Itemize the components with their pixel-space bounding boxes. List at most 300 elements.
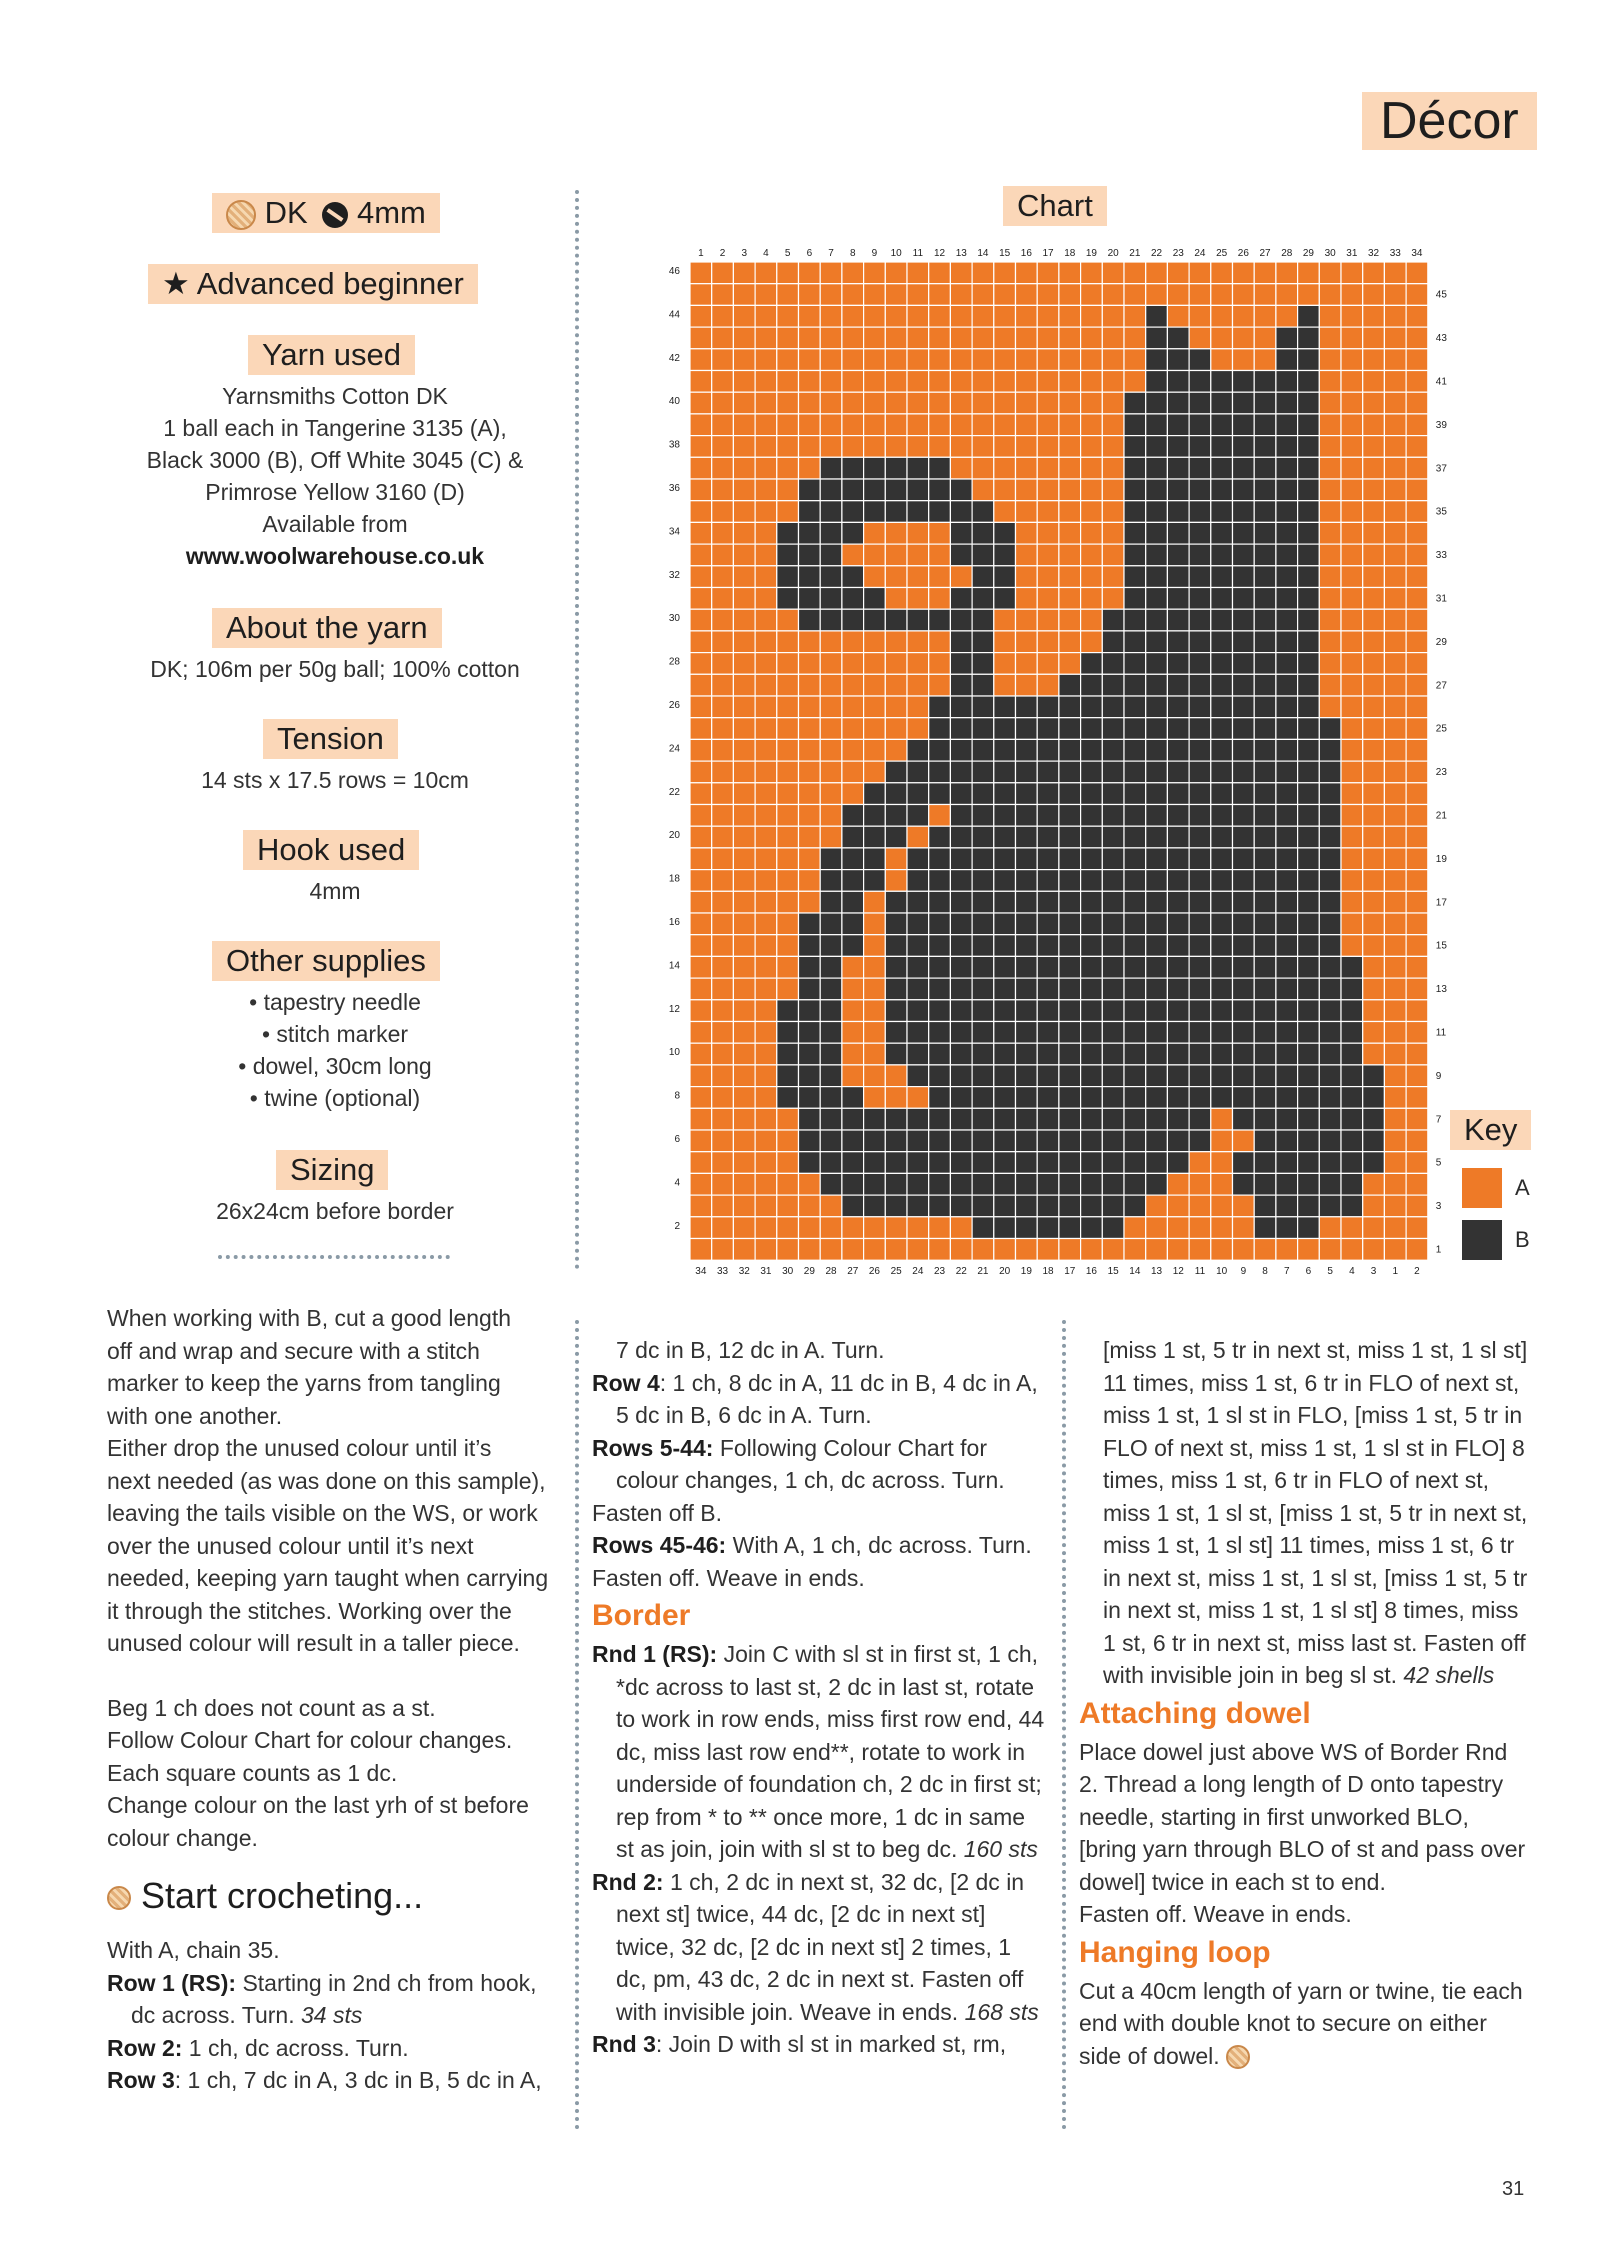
chart-cell-a	[950, 1217, 972, 1239]
chart-cell-b	[1254, 718, 1276, 740]
chart-cell-a	[1233, 349, 1255, 371]
chart-cell-a	[777, 327, 799, 349]
chart-cell-b	[1037, 805, 1059, 827]
chart-cell-a	[712, 783, 734, 805]
row-3-continued: 7 dc in B, 12 dc in A. Turn.	[616, 1337, 885, 1363]
chart-cell-b	[1146, 870, 1168, 892]
chart-cell-b	[1233, 783, 1255, 805]
chart-cell-a	[690, 718, 712, 740]
chart-cell-a	[864, 392, 886, 414]
chart-cell-a	[1406, 956, 1428, 978]
chart-cell-a	[1081, 262, 1103, 284]
chart-cell-b	[1124, 848, 1146, 870]
chart-cell-a	[690, 891, 712, 913]
chart-cell-a	[1016, 436, 1038, 458]
chart-cell-a	[777, 1195, 799, 1217]
chart-cell-a	[1406, 1173, 1428, 1195]
chart-cell-a	[1406, 1065, 1428, 1087]
chart-cell-a	[1233, 1239, 1255, 1261]
chart-cell-b	[1102, 891, 1124, 913]
chart-cell-a	[799, 848, 821, 870]
chart-cell-a	[1384, 1022, 1406, 1044]
chart-cell-a	[690, 1152, 712, 1174]
chart-cell-b	[1276, 371, 1298, 393]
chart-cell-b	[1016, 696, 1038, 718]
chart-cell-b	[972, 1022, 994, 1044]
chart-cell-a	[1363, 371, 1385, 393]
chart-cell-b	[1016, 870, 1038, 892]
chart-cell-b	[1124, 1043, 1146, 1065]
chart-cell-b	[929, 956, 951, 978]
chart-cell-a	[690, 739, 712, 761]
chart-cell-b	[1037, 761, 1059, 783]
chart-cell-b	[1037, 826, 1059, 848]
chart-cell-a	[755, 1065, 777, 1087]
chart-cell-b	[799, 1065, 821, 1087]
chart-cell-b	[1016, 913, 1038, 935]
chart-cell-b	[1298, 371, 1320, 393]
chart-cell-b	[1059, 805, 1081, 827]
chart-cell-a	[755, 414, 777, 436]
chart-cell-b	[1037, 891, 1059, 913]
chart-cell-a	[885, 696, 907, 718]
chart-cell-b	[1167, 501, 1189, 523]
chart-cell-a	[929, 566, 951, 588]
chart-axis-label: 4	[674, 1177, 680, 1189]
chart-cell-a	[1016, 631, 1038, 653]
chart-cell-a	[799, 305, 821, 327]
chart-axis-label: 9	[1240, 1266, 1247, 1278]
chart-cell-a	[1298, 1239, 1320, 1261]
chart-cell-b	[1146, 913, 1168, 935]
chart-cell-a	[1037, 566, 1059, 588]
chart-cell-a	[690, 783, 712, 805]
chart-cell-b	[907, 805, 929, 827]
chart-cell-b	[972, 739, 994, 761]
chart-axis-label: 22	[668, 786, 680, 798]
chart-cell-a	[733, 1173, 755, 1195]
chart-cell-b	[1233, 739, 1255, 761]
chart-cell-b	[1037, 739, 1059, 761]
chart-cell-b	[1319, 1108, 1341, 1130]
chart-cell-b	[1016, 978, 1038, 1000]
chart-cell-a	[885, 436, 907, 458]
chart-axis-label: 32	[668, 569, 680, 581]
chart-cell-a	[690, 1043, 712, 1065]
chart-cell-b	[929, 718, 951, 740]
chart-cell-b	[820, 1152, 842, 1174]
chart-cell-a	[907, 392, 929, 414]
chart-cell-b	[1037, 978, 1059, 1000]
chart-cell-a	[1363, 935, 1385, 957]
fasten-off-b: Fasten off B.	[592, 1499, 722, 1526]
chart-cell-a	[712, 609, 734, 631]
chart-cell-b	[1124, 674, 1146, 696]
chart-cell-b	[1167, 783, 1189, 805]
rows-45-46-instruction: Rows 45-46: With A, 1 ch, dc across. Turn.	[592, 1532, 1032, 1558]
chart-cell-b	[799, 544, 821, 566]
chart-cell-a	[1276, 1239, 1298, 1261]
chart-cell-b	[1059, 978, 1081, 1000]
chart-cell-a	[994, 305, 1016, 327]
chart-cell-a	[1384, 674, 1406, 696]
chart-cell-a	[690, 414, 712, 436]
chart-cell-b	[1167, 956, 1189, 978]
chart-cell-a	[864, 696, 886, 718]
chart-cell-a	[712, 653, 734, 675]
chart-cell-b	[1081, 826, 1103, 848]
chart-cell-b	[1167, 392, 1189, 414]
chart-cell-a	[1102, 305, 1124, 327]
chart-cell-b	[1254, 436, 1276, 458]
chart-cell-a	[820, 696, 842, 718]
chart-cell-b	[1276, 1108, 1298, 1130]
chart-cell-a	[755, 696, 777, 718]
chart-cell-a	[1406, 284, 1428, 306]
chart-cell-b	[1081, 761, 1103, 783]
chart-cell-b	[1254, 522, 1276, 544]
chart-cell-a	[690, 1087, 712, 1109]
chart-axis-label: 16	[1085, 1266, 1098, 1278]
supplier-url[interactable]: www.woolwarehouse.co.uk	[185, 543, 485, 569]
chart-cell-b	[1254, 588, 1276, 610]
chart-cell-a	[799, 653, 821, 675]
chart-cell-b	[1016, 1065, 1038, 1087]
chart-cell-b	[1059, 913, 1081, 935]
chart-cell-b	[820, 1130, 842, 1152]
chart-cell-a	[755, 588, 777, 610]
chart-cell-a	[885, 848, 907, 870]
chart-axis-label: 23	[1435, 767, 1447, 779]
chart-cell-a	[1081, 349, 1103, 371]
chart-cell-b	[929, 1043, 951, 1065]
chart-cell-a	[1254, 262, 1276, 284]
chart-cell-a	[690, 609, 712, 631]
chart-cell-b	[1254, 870, 1276, 892]
chart-cell-b	[950, 1130, 972, 1152]
chart-cell-a	[1102, 327, 1124, 349]
chart-cell-a	[1016, 284, 1038, 306]
chart-cell-b	[1189, 588, 1211, 610]
chart-cell-a	[1102, 284, 1124, 306]
chart-cell-b	[1233, 588, 1255, 610]
chart-axis-label: 27	[1259, 248, 1271, 259]
chart-cell-a	[1081, 631, 1103, 653]
chart-cell-b	[799, 609, 821, 631]
chart-cell-a	[885, 349, 907, 371]
chart-cell-a	[1016, 1239, 1038, 1261]
chart-cell-b	[885, 1130, 907, 1152]
chart-cell-b	[1189, 805, 1211, 827]
chart-cell-a	[712, 718, 734, 740]
chart-cell-b	[1211, 414, 1233, 436]
chart-cell-a	[1211, 1173, 1233, 1195]
chart-cell-a	[1363, 305, 1385, 327]
chart-cell-a	[1406, 1130, 1428, 1152]
chart-axis-label: 25	[1216, 248, 1228, 259]
chart-cell-b	[1189, 653, 1211, 675]
chart-cell-b	[1254, 1217, 1276, 1239]
chart-axis-label: 17	[1064, 1266, 1076, 1278]
chart-cell-a	[712, 956, 734, 978]
chart-cell-b	[1254, 631, 1276, 653]
chart-cell-b	[1276, 609, 1298, 631]
hook-used-heading: Hook used	[243, 830, 419, 870]
chart-cell-a	[755, 436, 777, 458]
chart-cell-b	[972, 1043, 994, 1065]
chart-cell-a	[712, 1173, 734, 1195]
chart-cell-b	[907, 1108, 929, 1130]
chart-heading: Chart	[1003, 186, 1107, 226]
chart-cell-a	[1081, 371, 1103, 393]
chart-cell-b	[994, 1000, 1016, 1022]
chart-cell-b	[1211, 609, 1233, 631]
chart-cell-b	[777, 1043, 799, 1065]
chart-cell-b	[950, 1173, 972, 1195]
chart-cell-b	[1254, 1043, 1276, 1065]
chart-cell-a	[907, 826, 929, 848]
chart-cell-b	[994, 1022, 1016, 1044]
chart-cell-b	[1037, 783, 1059, 805]
chart-cell-b	[1189, 479, 1211, 501]
chart-cell-a	[1211, 1152, 1233, 1174]
chart-cell-a	[1384, 978, 1406, 1000]
chart-cell-a	[907, 653, 929, 675]
chart-cell-a	[907, 262, 929, 284]
chart-cell-b	[994, 696, 1016, 718]
chart-cell-b	[1254, 1065, 1276, 1087]
hook-icon	[322, 202, 348, 228]
chart-cell-b	[1298, 805, 1320, 827]
chart-cell-b	[1211, 457, 1233, 479]
chart-cell-a	[842, 978, 864, 1000]
chart-cell-b	[1319, 826, 1341, 848]
chart-axis-label: 6	[806, 248, 813, 259]
chart-cell-a	[864, 349, 886, 371]
chart-cell-a	[1406, 1022, 1428, 1044]
chart-cell-b	[1189, 956, 1211, 978]
chart-axis-label: 18	[1064, 248, 1076, 259]
chart-cell-b	[1276, 870, 1298, 892]
chart-cell-b	[1319, 805, 1341, 827]
chart-cell-a	[1363, 501, 1385, 523]
chart-axis-label: 11	[1194, 1266, 1206, 1278]
chart-cell-b	[820, 1108, 842, 1130]
chart-cell-b	[1102, 1195, 1124, 1217]
chart-cell-a	[1406, 935, 1428, 957]
chart-cell-a	[733, 414, 755, 436]
chart-cell-a	[929, 371, 951, 393]
chart-cell-b	[842, 935, 864, 957]
chart-cell-a	[1016, 349, 1038, 371]
chart-cell-a	[1211, 327, 1233, 349]
chart-cell-a	[950, 284, 972, 306]
chart-cell-a	[1319, 371, 1341, 393]
chart-cell-b	[994, 739, 1016, 761]
chart-cell-b	[1081, 1000, 1103, 1022]
chart-cell-b	[820, 1065, 842, 1087]
chart-cell-b	[950, 674, 972, 696]
chart-cell-b	[820, 935, 842, 957]
chart-cell-b	[972, 588, 994, 610]
chart-cell-a	[842, 1000, 864, 1022]
chart-cell-b	[1276, 479, 1298, 501]
chart-cell-b	[972, 935, 994, 957]
chart-cell-b	[777, 1087, 799, 1109]
chart-cell-b	[1233, 674, 1255, 696]
chart-cell-b	[950, 913, 972, 935]
chart-cell-b	[1167, 327, 1189, 349]
chart-axis-label: 41	[1435, 376, 1447, 388]
chart-cell-a	[1102, 588, 1124, 610]
chart-axis-label: 3	[741, 248, 748, 259]
chart-cell-a	[755, 631, 777, 653]
chart-cell-b	[1341, 1065, 1363, 1087]
chart-cell-a	[885, 1065, 907, 1087]
chart-cell-a	[755, 1239, 777, 1261]
chart-cell-b	[1211, 1022, 1233, 1044]
chart-cell-b	[1081, 978, 1103, 1000]
dowel-fasten: Fasten off. Weave in ends.	[1079, 1901, 1352, 1927]
chart-cell-b	[1189, 718, 1211, 740]
chart-cell-a	[1363, 783, 1385, 805]
chart-cell-a	[1016, 392, 1038, 414]
chart-cell-a	[1384, 457, 1406, 479]
chart-cell-b	[820, 1043, 842, 1065]
chart-cell-a	[1211, 305, 1233, 327]
chart-cell-a	[1363, 1173, 1385, 1195]
chart-cell-b	[1146, 327, 1168, 349]
chart-cell-a	[1016, 588, 1038, 610]
chart-axis-label: 12	[668, 1003, 680, 1015]
chart-cell-a	[712, 371, 734, 393]
chart-cell-b	[950, 501, 972, 523]
chart-cell-b	[1037, 1043, 1059, 1065]
chart-cell-a	[1059, 457, 1081, 479]
chart-cell-a	[712, 1239, 734, 1261]
chart-cell-a	[1211, 1108, 1233, 1130]
chart-cell-a	[690, 349, 712, 371]
chart-cell-a	[733, 739, 755, 761]
chart-axis-label: 33	[716, 1266, 729, 1278]
chart-cell-a	[1406, 1108, 1428, 1130]
chart-cell-a	[799, 739, 821, 761]
chart-cell-b	[1124, 1000, 1146, 1022]
chart-cell-b	[1124, 392, 1146, 414]
section-title: Décor	[1362, 92, 1537, 150]
chart-cell-b	[777, 1065, 799, 1087]
chart-cell-a	[994, 327, 1016, 349]
chart-cell-a	[1363, 1022, 1385, 1044]
chart-cell-b	[1146, 674, 1168, 696]
chart-cell-b	[1016, 935, 1038, 957]
chart-cell-b	[1189, 891, 1211, 913]
chart-cell-a	[885, 566, 907, 588]
chart-cell-a	[733, 913, 755, 935]
tip-line: off and wrap and secure with a stitch	[107, 1337, 480, 1364]
chart-cell-b	[1211, 566, 1233, 588]
chart-cell-a	[1124, 349, 1146, 371]
chart-axis-label: 32	[1367, 248, 1380, 259]
chart-cell-b	[1146, 1087, 1168, 1109]
chart-cell-b	[1081, 1195, 1103, 1217]
supply-item: • stitch marker	[261, 1021, 409, 1047]
chart-cell-b	[1146, 392, 1168, 414]
chart-cell-a	[1341, 761, 1363, 783]
chart-cell-a	[1233, 284, 1255, 306]
chart-cell-a	[690, 956, 712, 978]
chart-cell-a	[1384, 1000, 1406, 1022]
chart-cell-a	[690, 848, 712, 870]
chart-cell-a	[885, 522, 907, 544]
chart-cell-b	[972, 1000, 994, 1022]
chart-cell-b	[1254, 1152, 1276, 1174]
chart-cell-b	[1233, 1087, 1255, 1109]
chart-cell-b	[1059, 1065, 1081, 1087]
chart-cell-a	[994, 1239, 1016, 1261]
chart-cell-a	[1037, 631, 1059, 653]
chart-cell-b	[1102, 913, 1124, 935]
chart-cell-b	[1167, 1022, 1189, 1044]
chart-axis-label: 29	[1302, 248, 1315, 259]
chart-cell-a	[712, 588, 734, 610]
chart-cell-a	[712, 501, 734, 523]
chart-cell-b	[864, 783, 886, 805]
chart-cell-a	[1319, 1239, 1341, 1261]
chart-cell-b	[972, 783, 994, 805]
chart-cell-a	[864, 327, 886, 349]
chart-cell-a	[864, 1217, 886, 1239]
chart-cell-a	[1406, 805, 1428, 827]
chart-cell-a	[1146, 1217, 1168, 1239]
instructions-column-3	[1079, 1334, 1529, 2072]
chart-cell-b	[799, 1000, 821, 1022]
chart-cell-a	[1384, 1239, 1406, 1261]
chart-cell-a	[1406, 392, 1428, 414]
chart-cell-b	[1167, 1108, 1189, 1130]
chart-cell-a	[1406, 522, 1428, 544]
chart-cell-a	[1016, 609, 1038, 631]
sizing-text: 26x24cm before border	[216, 1198, 454, 1224]
chart-cell-a	[712, 1195, 734, 1217]
chart-cell-a	[907, 1217, 929, 1239]
chart-cell-a	[799, 826, 821, 848]
chart-cell-b	[994, 848, 1016, 870]
chart-cell-b	[1211, 913, 1233, 935]
chart-cell-b	[1102, 609, 1124, 631]
chart-cell-b	[1211, 674, 1233, 696]
chart-cell-a	[1406, 1087, 1428, 1109]
chart-cell-a	[1319, 674, 1341, 696]
chart-cell-a	[907, 414, 929, 436]
chart-cell-b	[799, 913, 821, 935]
chart-cell-b	[1233, 436, 1255, 458]
chart-cell-b	[1233, 414, 1255, 436]
chart-cell-a	[1341, 653, 1363, 675]
chart-cell-a	[864, 371, 886, 393]
chart-cell-a	[1341, 848, 1363, 870]
chart-cell-b	[1189, 739, 1211, 761]
note-line: Beg 1 ch does not count as a st.	[107, 1694, 436, 1721]
tip-line: When working with B, cut a good length	[107, 1305, 512, 1331]
chart-cell-a	[1341, 305, 1363, 327]
chart-cell-b	[972, 761, 994, 783]
chart-cell-a	[1384, 479, 1406, 501]
chart-cell-a	[1102, 522, 1124, 544]
chart-cell-b	[1124, 935, 1146, 957]
chart-cell-b	[1102, 978, 1124, 1000]
chart-cell-a	[885, 631, 907, 653]
